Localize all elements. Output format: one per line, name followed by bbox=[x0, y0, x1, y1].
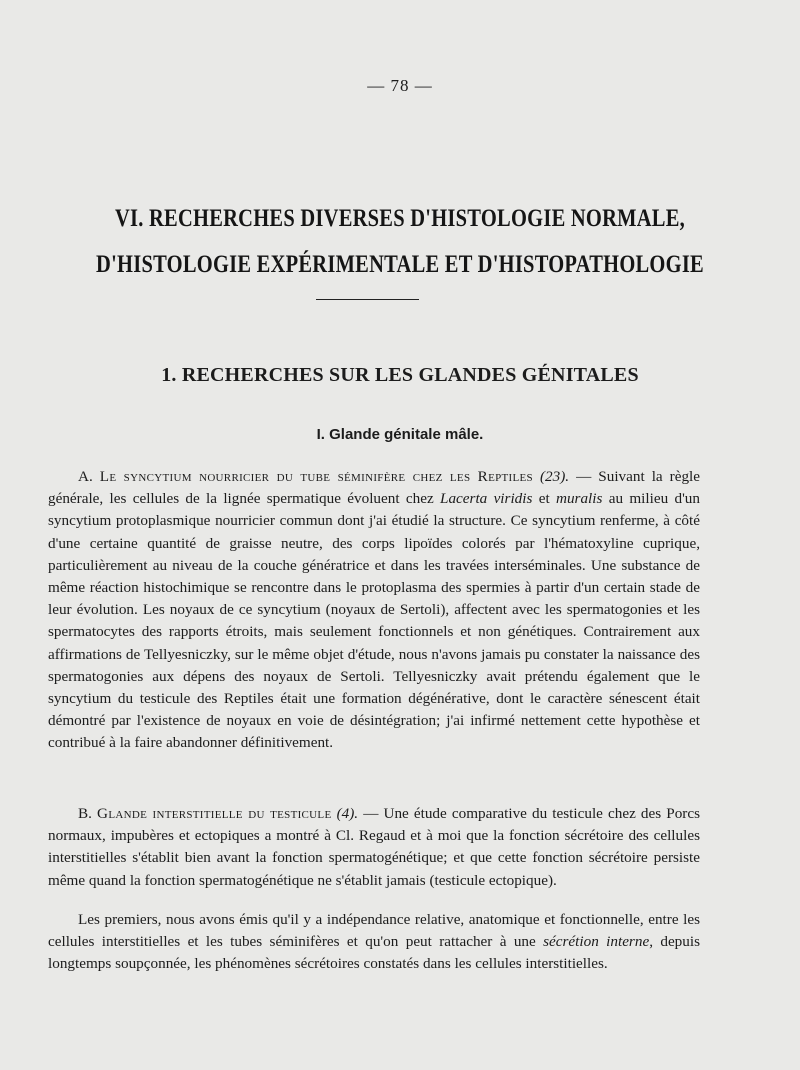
page-number: — 78 — bbox=[367, 76, 433, 95]
paragraph-b-reference: (4). bbox=[336, 805, 359, 822]
paragraph-a-reference: (23). bbox=[540, 468, 570, 485]
paragraph-b-text: — Une étude comparative du testicule chez des Porcs normaux, impubères et ectopiques a montré à Cl. Regaud et à moi que la fonction sécrétoire des cellules interstitielles s'établit bien avant la fonction spermatogénétique; et que cette fonction sécrétoire persiste même quand la fonction spermatogénétique ne s'établit jamais (testicule ectopique). bbox=[48, 805, 701, 889]
internal-secretion-term: sécrétion interne bbox=[543, 933, 650, 951]
chapter-title-line-1: VI. RECHERCHES DIVERSES D'HISTOLOGIE NORMALE, bbox=[114, 205, 686, 232]
section-title: 1. RECHERCHES SUR LES GLANDES GÉNITALES bbox=[161, 364, 639, 386]
species-muralis: muralis bbox=[555, 490, 603, 508]
chapter-title-line-2: D'HISTOLOGIE EXPÉRIMENTALE ET D'HISTOPATHOLOGIE bbox=[96, 251, 704, 278]
chapter-title bbox=[72, 196, 728, 288]
paragraph-b-heading: Glande interstitielle du testicule bbox=[97, 805, 332, 822]
paragraph-c bbox=[48, 909, 700, 976]
title-rule bbox=[316, 299, 419, 300]
paragraph-b bbox=[48, 803, 700, 892]
paragraph-a-text-1: — Suivant la règle générale, les cellules de la lignée spermatique évoluent chez bbox=[48, 468, 701, 508]
paragraph-a-text-3: au milieu d'un syncytium protoplasmique nourricier commun dont j'ai étudié la structure. Ce syncytium renferme, à côté d'une certaine quantité de graisse neutre, des corps lipoïdes colorés par l'hématoxyline cuprique, particulièrement au niveau de la couche génératrice et dans les travées interséminales. Une substance de même réaction histochimique se rencontre dans le protoplasma des spermies à partir d'un certain stade de leur évolution. Les noyaux de ce syncytium (noyaux de Sertoli), affectent avec les spermatogonies et les spermatocytes des rapports étroits, mais seulement fonctionnels et non génétiques. Contrairement aux affirmations de Tellyesniczky, sur le même objet d'étude, nous n'avons jamais pu constater la naissance des spermatogonies aux dépens des noyaux de Sertoli. Tellyesniczky avait prétendu également que le syncytium du testicule des Reptiles était une formation dégénérative, dont le caractère sénescent était démontré par l'existence de noyaux en voie de désintégration; j'ai infirmé nettement cette hypothèse et contribué à la faire abandonner définitivement. bbox=[48, 490, 700, 752]
paragraph-a-heading: Le syncytium nourricier du tube séminifère chez les Reptiles bbox=[99, 468, 533, 485]
paragraph-c-text-2: , depuis longtemps soupçonnée, les phénomènes sécrétoires constatés dans les cellules interstitielles. bbox=[48, 933, 701, 973]
subsection-title: I. Glande génitale mâle. bbox=[316, 426, 484, 443]
species-lacerta-viridis: Lacerta viridis bbox=[440, 490, 533, 508]
paragraph-b-letter: B. bbox=[78, 805, 92, 822]
paragraph-a-letter: A. bbox=[78, 468, 93, 485]
paragraph-a bbox=[48, 466, 700, 755]
paragraph-a-text-2: et bbox=[532, 490, 556, 508]
paragraph-c-text-1: Les premiers, nous avons émis qu'il y a indépendance relative, anatomique et fonctionnelle, entre les cellules interstitielles et les tubes séminifères et qu'on peut rattacher à une bbox=[48, 911, 700, 951]
